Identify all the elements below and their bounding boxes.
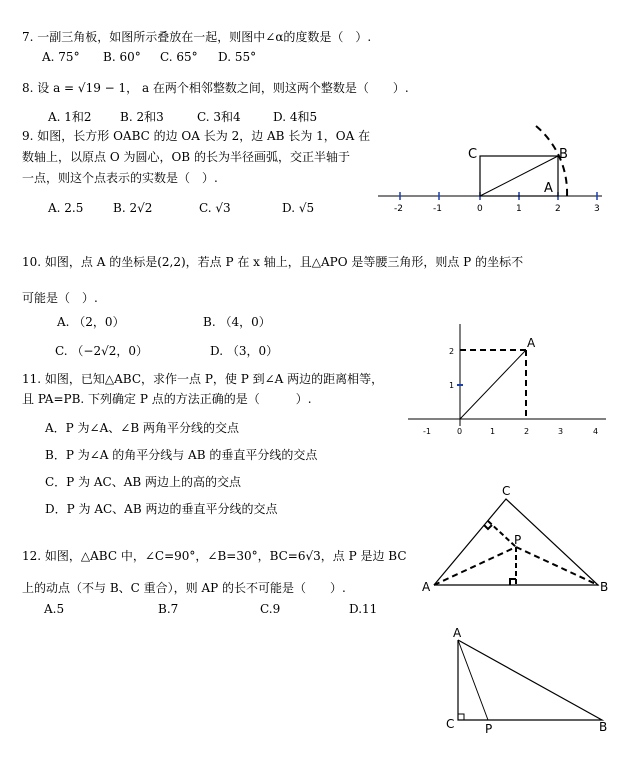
q12-label-b: B (599, 720, 608, 734)
q10-label-a: A (527, 336, 536, 350)
q10-x-tick-label: 2 (524, 427, 530, 436)
q9-tick-label: -2 (394, 204, 403, 214)
q10-coordinate-figure (404, 322, 610, 438)
q9-number-line-figure (370, 122, 610, 222)
q10-x-tick-label: 0 (457, 427, 463, 436)
q12-option-c: C.9 (260, 602, 281, 616)
q9-option-b: B. 2√2 (113, 201, 153, 215)
q9-option-c: C. √3 (199, 201, 231, 215)
q11-dash-ap (434, 547, 516, 585)
q10-x-tick-label: -1 (423, 427, 431, 436)
q7-option-a: A. 75° (42, 50, 80, 64)
q8-option-c: C. 3和4 (197, 110, 241, 124)
q9-tick-label: -1 (433, 204, 442, 214)
q10-option-c: C. （−2√2，0） (55, 344, 148, 358)
q8-option-b: B. 2和3 (120, 110, 164, 124)
q9-tick-label: 0 (477, 204, 483, 214)
q12-option-d: D.11 (349, 602, 378, 616)
q9-line-3: 一点，则这个点表示的实数是（ ）. (22, 171, 218, 185)
q10-y-tick-label: 1 (449, 381, 455, 390)
q12-segment-ap (458, 640, 488, 720)
q11-label-a: A (422, 580, 431, 594)
q12-label-p: P (485, 722, 493, 736)
q12-label-a: A (453, 626, 462, 640)
q11-dash-perp-ac (488, 521, 516, 547)
q7-stem: 7. 一副三角板，如图所示叠放在一起，则图中∠α的度数是（ ）. (22, 30, 372, 44)
q8-option-d: D. 4和5 (273, 110, 318, 124)
q10-stem: 10. 如图，点 A 的坐标是(2,2)，若点 P 在 x 轴上，且△APO 是等腰三角形，则点 P 的坐标不 (22, 255, 524, 269)
q10-x-tick-label: 1 (490, 427, 496, 436)
q8-stem: 8. 设 a = √19 − 1， a 在两个相邻整数之间，则这两个整数是（ ）. (22, 81, 409, 95)
q11-dash-bp (516, 547, 598, 585)
q10-stem-cont: 可能是（ ）. (22, 291, 98, 305)
q12-stem-cont: 上的动点（不与 B、C 重合），则 AP 的长不可能是（ ）. (22, 581, 346, 595)
q11-option-d: D．P 为 AC、AB 两边的垂直平分线的交点 (45, 502, 278, 516)
q10-option-b: B. （4，0） (203, 315, 271, 329)
q11-option-a: A．P 为∠A、∠B 两角平分线的交点 (45, 421, 239, 435)
q11-line-2: 且 PA=PB. 下列确定 P 点的方法正确的是（ ）. (22, 392, 312, 406)
q10-x-tick-label: 3 (558, 427, 564, 436)
q12-option-a: A.5 (44, 602, 65, 616)
q10-option-d: D. （3，0） (210, 344, 279, 358)
q9-option-d: D. √5 (282, 201, 315, 215)
q10-x-tick-label: 4 (593, 427, 599, 436)
q9-option-a: A. 2.5 (48, 201, 84, 215)
q11-option-b: B．P 为∠A 的角平分线与 AB 的垂直平分线的交点 (45, 448, 318, 462)
q12-option-b: B.7 (158, 602, 179, 616)
q11-label-b: B (600, 580, 609, 594)
q12-right-angle-mark (458, 714, 464, 720)
q7-option-d: D. 55° (218, 50, 257, 64)
q10-y-tick-label: 2 (449, 347, 455, 356)
q11-triangle-figure (418, 482, 618, 600)
q10-option-a: A. （2，0） (57, 315, 125, 329)
q9-line-2: 数轴上，以原点 O 为圆心，OB 的长为半径画弧，交正半轴于 (22, 150, 350, 164)
q10-segment-oa (460, 350, 526, 419)
q12-stem: 12. 如图，△ABC 中，∠C=90°，∠B=30°，BC=6√3，点 P 是边 BC (22, 549, 407, 563)
q9-label-a: A (544, 181, 553, 196)
q11-label-c: C (502, 484, 511, 498)
q9-tick-label: 1 (516, 204, 522, 214)
q7-option-b: B. 60° (103, 50, 141, 64)
q9-label-c: C (468, 147, 478, 162)
q9-label-b: B (559, 147, 568, 162)
q7-option-c: C. 65° (160, 50, 198, 64)
q11-right-angle-mark (484, 525, 492, 529)
q11-line-1: 11. 如图，已知△ABC，求作一点 P，使 P 到∠A 两边的距离相等， (22, 372, 384, 386)
q8-option-a: A. 1和2 (48, 110, 92, 124)
q11-option-c: C．P 为 AC、AB 两边上的高的交点 (45, 475, 242, 489)
q12-triangle (458, 640, 602, 720)
q9-tick-label: 2 (555, 204, 561, 214)
q12-label-c: C (446, 717, 455, 731)
q12-triangle-figure (442, 622, 617, 736)
q9-tick-label: 3 (594, 204, 600, 214)
q9-line-1: 9. 如图，长方形 OABC 的边 OA 长为 2，边 AB 长为 1，OA 在 (22, 129, 371, 143)
q11-label-p: P (514, 533, 522, 547)
